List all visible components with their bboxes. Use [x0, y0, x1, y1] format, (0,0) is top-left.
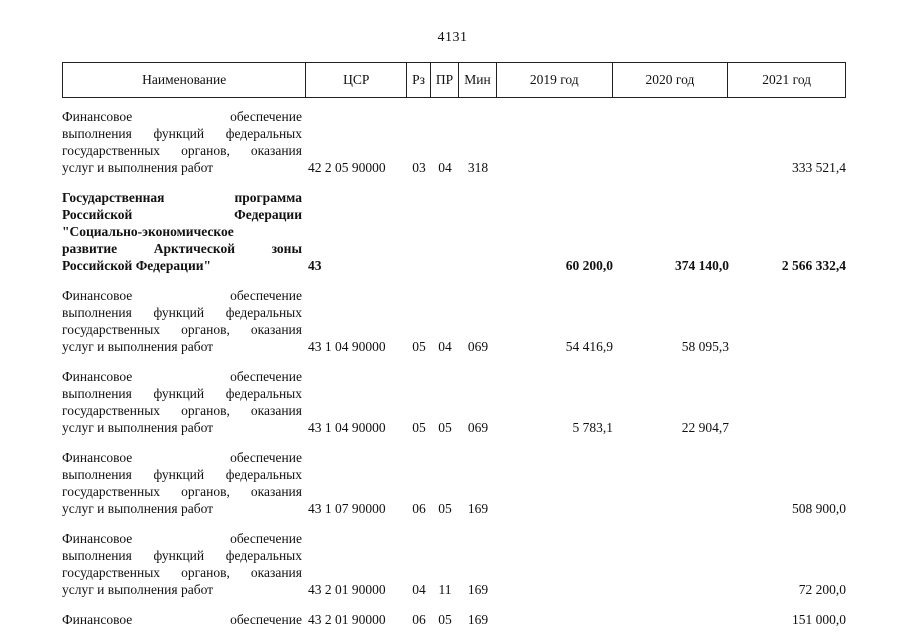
row-pr: 11: [438, 582, 452, 597]
row-name: [62, 189, 306, 274]
row-rz: 05: [412, 339, 426, 354]
header-2020: 2020 год: [613, 63, 729, 97]
row-min: 318: [467, 160, 489, 175]
header-min: Мин: [459, 63, 497, 97]
table-row: [62, 611, 846, 628]
table-header: [62, 62, 846, 98]
row-name-line: государственных органов, оказания: [62, 143, 302, 158]
row-name-line: государственных органов, оказания: [62, 484, 302, 499]
row-pr: 05: [438, 612, 452, 627]
row-name-line: услуг и выполнения работ: [62, 339, 214, 354]
row-rz: 03: [412, 160, 426, 175]
row-csr: 43: [308, 258, 322, 273]
row-rz: 05: [412, 420, 426, 435]
row-name: [62, 108, 306, 176]
row-name-line: выполнения функций федеральных: [62, 548, 302, 563]
row-name-line: услуг и выполнения работ: [62, 501, 214, 516]
row-name-line: Государственная программа: [62, 190, 302, 205]
row-2021: 333 521,4: [792, 160, 846, 175]
row-2020: 22 904,7: [681, 420, 729, 435]
table-row: [62, 530, 846, 598]
table-row: [62, 108, 846, 176]
row-min: 069: [467, 339, 489, 354]
row-name-line: выполнения функций федеральных: [62, 467, 302, 482]
row-pr: 05: [438, 501, 452, 516]
row-rz: 04: [412, 582, 426, 597]
row-name: [62, 368, 306, 436]
row-name: [62, 611, 306, 628]
row-2019: 54 416,9: [565, 339, 613, 354]
row-name-line: Финансовое обеспечение: [62, 369, 302, 384]
row-name-line: государственных органов, оказания: [62, 565, 302, 580]
row-name-line: государственных органов, оказания: [62, 322, 302, 337]
row-name-line: услуг и выполнения работ: [62, 582, 214, 597]
row-min: 169: [467, 501, 489, 516]
row-name: [62, 287, 306, 355]
header-csr: ЦСР: [306, 63, 407, 97]
row-min: 069: [467, 420, 489, 435]
header-2019: 2019 год: [497, 63, 613, 97]
row-name-line: развитие Арктической зоны: [62, 241, 302, 256]
row-name-line: "Социально-экономическое: [62, 224, 234, 239]
row-2021: 72 200,0: [798, 582, 846, 597]
row-name-line: Финансовое обеспечение: [62, 288, 302, 303]
row-min: 169: [467, 582, 489, 597]
row-2021: 508 900,0: [792, 501, 846, 516]
header-2021: 2021 год: [762, 72, 812, 87]
row-name: [62, 530, 306, 598]
row-min: 169: [467, 612, 489, 627]
row-name-line: Финансовое обеспечение: [62, 612, 302, 627]
row-2020: 374 140,0: [675, 258, 729, 273]
page-number: 4131: [437, 30, 468, 45]
row-name-line: Финансовое обеспечение: [62, 531, 302, 546]
row-name-line: выполнения функций федеральных: [62, 386, 302, 401]
row-name-line: Финансовое обеспечение: [62, 109, 302, 124]
row-2019: 60 200,0: [565, 258, 613, 273]
row-2020: 58 095,3: [681, 339, 729, 354]
row-name-line: выполнения функций федеральных: [62, 305, 302, 320]
table-row: [62, 368, 846, 436]
row-pr: 04: [438, 160, 452, 175]
row-csr: 43 2 01 90000: [308, 612, 386, 627]
row-name-line: Российской Федерации: [62, 207, 302, 222]
table-row: [62, 449, 846, 517]
row-rz: 06: [412, 501, 426, 516]
row-csr: 43 1 04 90000: [308, 420, 386, 435]
row-name-line: выполнения функций федеральных: [62, 126, 302, 141]
row-csr: 43 1 04 90000: [308, 339, 386, 354]
header-rz: Рз: [407, 63, 431, 97]
row-csr: 42 2 05 90000: [308, 160, 386, 175]
row-csr: 43 1 07 90000: [308, 501, 386, 516]
row-2021: 2 566 332,4: [781, 258, 846, 273]
row-name-line: услуг и выполнения работ: [62, 160, 214, 175]
row-rz: 06: [412, 612, 426, 627]
table-row: [62, 189, 846, 274]
row-name-line: услуг и выполнения работ: [62, 420, 214, 435]
row-csr: 43 2 01 90000: [308, 582, 386, 597]
row-name: [62, 449, 306, 517]
header-pr: ПР: [431, 63, 459, 97]
row-name-line: государственных органов, оказания: [62, 403, 302, 418]
table-body: [62, 108, 846, 641]
table-row: [62, 287, 846, 355]
header-name: Наименование: [63, 63, 306, 97]
row-name-line: Финансовое обеспечение: [62, 450, 302, 465]
row-pr: 05: [438, 420, 452, 435]
row-name-line: Российской Федерации": [62, 258, 212, 273]
row-2021: 151 000,0: [792, 612, 846, 627]
row-pr: 04: [438, 339, 452, 354]
row-2019: 5 783,1: [572, 420, 613, 435]
